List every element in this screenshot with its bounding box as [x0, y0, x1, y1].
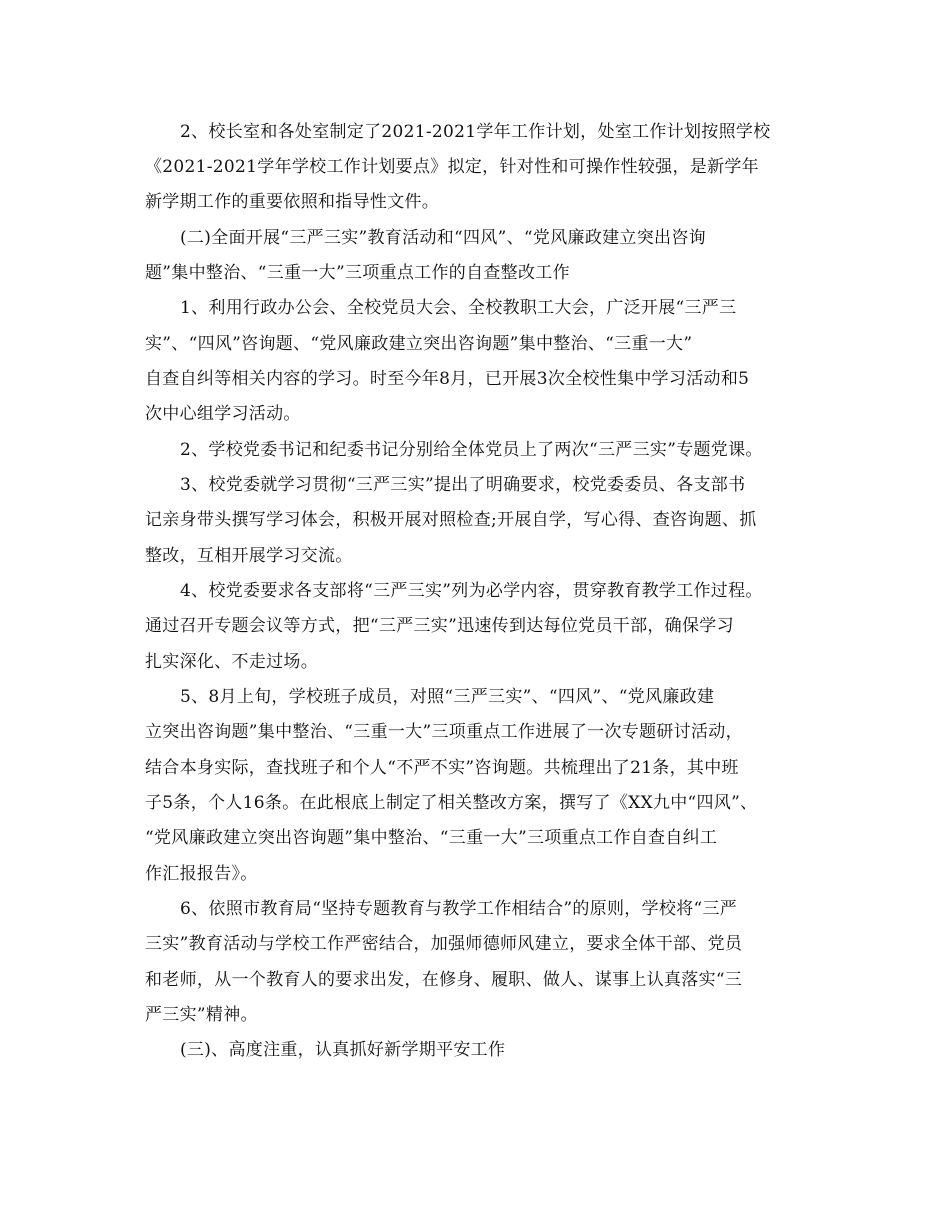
text-line: 《2021-2021学年学校工作计划要点》拟定，针对性和可操作性较强，是新学年 — [145, 157, 759, 177]
text-line: 4、校党委要求各支部将“三严三实”列为必学内容，贯穿教育教学工作过程。 — [180, 581, 763, 601]
text-line: 严三实”精神。 — [145, 1005, 258, 1025]
text-line: 5、8月上旬，学校班子成员，对照“三严三实”、“四风”、“党风廉政建 — [180, 687, 715, 707]
text-line: 2、校长室和各处室制定了2021-2021学年工作计划，处室工作计划按照学校 — [180, 122, 771, 142]
text-line: 记亲身带头撰写学习体会，积极开展对照检查;开展自学，写心得、查咨询题、抓 — [145, 510, 757, 530]
text-line: 6、依照市教育局“坚持专题教育与教学工作相结合”的原则，学校将“三严 — [180, 899, 738, 919]
text-line: 立突出咨询题”集中整治、“三重一大”三项重点工作进展了一次专题研讨活动， — [145, 722, 743, 742]
text-line: 三实”教育活动与学校工作严密结合，加强师德师风建立，要求全体干部、党员 — [145, 934, 743, 954]
text-line: 作汇报报告》。 — [145, 864, 258, 884]
text-line: 1、利用行政办公会、全校党员大会、全校教职工大会，广泛开展“三严三 — [180, 298, 737, 318]
text-line: 和老师，从一个教育人的要求出发，在修身、履职、做人、谋事上认真落实“三 — [145, 970, 743, 990]
text-line: 自查自纠等相关内容的学习。时至今年8月，已开展3次全校性集中学习活动和5 — [145, 369, 750, 389]
text-line: 通过召开专题会议等方式，把“三严三实”迅速传到达每位党员干部，确保学习 — [145, 616, 734, 636]
text-line: “党风廉政建立突出咨询题”集中整治、“三重一大”三项重点工作自查自纠工 — [145, 828, 718, 848]
text-line: 3、校党委就学习贯彻“三严三实”提出了明确要求，校党委委员、各支部书 — [180, 475, 746, 495]
text-line: 子5条，个人16条。在此根底上制定了相关整改方案，撰写了《XX九中“四风”、 — [145, 793, 758, 813]
text-line: 次中心组学习活动。 — [145, 404, 301, 424]
text-line: 整改，互相开展学习交流。 — [145, 546, 353, 566]
text-line: 扎实深化、不走过场。 — [145, 652, 318, 672]
text-line: (二)全面开展“三严三实”教育活动和“四风”、“党风廉政建立突出咨询 — [180, 228, 706, 248]
text-line: 题”集中整治、“三重一大”三项重点工作的自查整改工作 — [145, 263, 570, 283]
text-line: 实”、“四风”咨询题、“党风廉政建立突出咨询题”集中整治、“三重一大” — [145, 334, 693, 354]
text-line: 新学期工作的重要依照和指导性文件。 — [145, 192, 440, 212]
section-heading: (三)、高度注重，认真抓好新学期平安工作 — [180, 1040, 506, 1060]
text-line: 结合本身实际，查找班子和个人“不严不实”咨询题。共梳理出了21条，其中班 — [145, 758, 739, 778]
text-line: 2、学校党委书记和纪委书记分别给全体党员上了两次“三严三实”专题党课。 — [180, 440, 763, 460]
